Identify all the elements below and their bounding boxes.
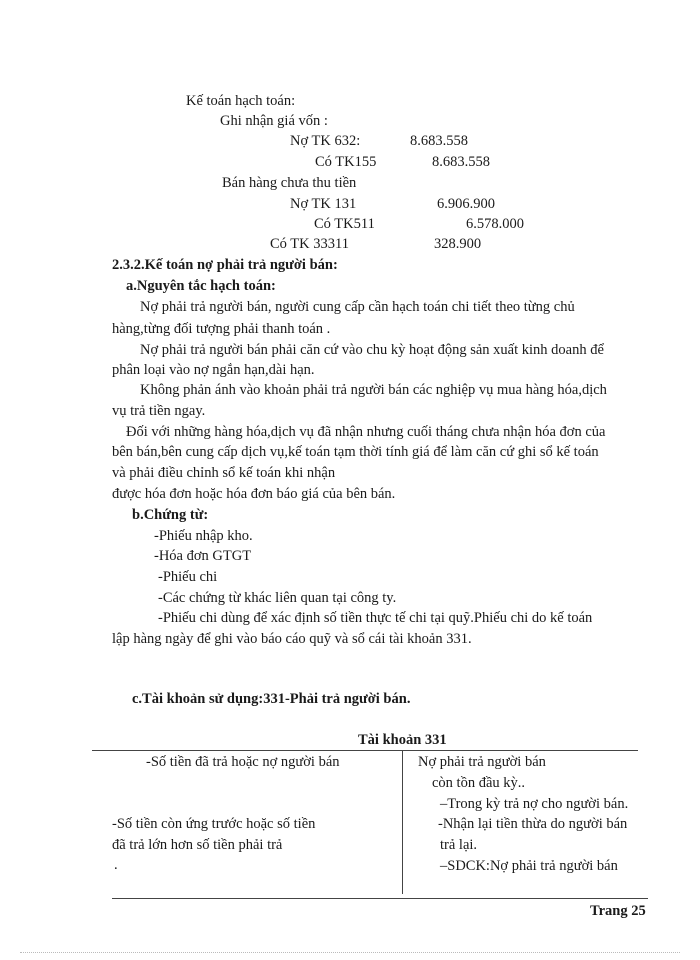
t-account-credit-5: trả lại. — [440, 837, 478, 853]
document-item-1: -Phiếu nhập kho. — [154, 528, 253, 544]
documents-heading: b.Chứng từ: — [132, 507, 209, 523]
page-bottom-dotted-rule — [20, 952, 680, 953]
footer-rule — [112, 898, 648, 899]
t-account-credit-4: -Nhận lại tiền thừa do người bán — [438, 816, 628, 832]
t-account-credit-1: Nợ phải trả người bán — [418, 754, 546, 770]
paragraph-3-line-1: Không phản ánh vào khoản phải trả người bán các nghiệp vụ mua hàng hóa,dịch — [140, 382, 607, 398]
paragraph-1-line-2: hàng,từng đối tượng phải thanh toán . — [112, 321, 331, 337]
principles-heading: a.Nguyên tắc hạch toán: — [126, 278, 276, 294]
sale-debit-account: Nợ TK 131 — [290, 196, 357, 212]
t-account-debit-1: -Số tiền đã trả hoặc nợ người bán — [146, 754, 340, 770]
entries-intro: Kế toán hạch toán: — [186, 93, 296, 109]
sale-debit-amount: 6.906.900 — [437, 196, 495, 212]
document-item-3: -Phiếu chi — [158, 569, 218, 585]
cogs-debit-account: Nợ TK 632: — [290, 133, 361, 149]
cogs-debit-amount: 8.683.558 — [410, 133, 468, 149]
paragraph-4-line-4: được hóa đơn hoặc hóa đơn báo giá của bên bán. — [112, 486, 396, 502]
t-account-credit-6: –SDCK:Nợ phải trả người bán — [440, 858, 618, 874]
document-item-2: -Hóa đơn GTGT — [154, 548, 252, 564]
paragraph-4-line-1: Đối với những hàng hóa,dịch vụ đã nhận nhưng cuối tháng chưa nhận hóa đơn của — [126, 424, 606, 440]
section-heading: 2.3.2.Kế toán nợ phải trả người bán: — [112, 257, 338, 273]
paragraph-2-line-2: phân loại vào nợ ngắn hạn,dài hạn. — [112, 362, 315, 378]
sale-credit1-account: Có TK511 — [314, 216, 375, 232]
sale-credit1-amount: 6.578.000 — [466, 216, 524, 232]
cogs-credit-account: Có TK155 — [315, 154, 377, 170]
paragraph-4-line-2: bên bán,bên cung cấp dịch vụ,kế toán tạm thời tính giá để làm căn cứ ghi sổ kế toán — [112, 444, 599, 460]
t-account-credit-3: –Trong kỳ trả nợ cho người bán. — [440, 796, 629, 812]
paragraph-3-line-2: vụ trả tiền ngay. — [112, 403, 206, 419]
account-heading: c.Tài khoản sử dụng:331-Phải trả người bán. — [132, 691, 411, 707]
t-account-credit-2: còn tồn đầu kỳ.. — [432, 775, 526, 791]
t-account-divider — [402, 751, 403, 894]
paragraph-4-line-3: và phải điều chỉnh sổ kế toán khi nhận — [112, 465, 336, 481]
t-account-title: Tài khoản 331 — [358, 732, 447, 748]
sale-title: Bán hàng chưa thu tiền — [222, 175, 357, 191]
document-item-4: -Các chứng từ khác liên quan tại công ty. — [158, 590, 397, 606]
cogs-title: Ghi nhận giá vốn : — [220, 113, 328, 129]
sale-credit2-amount: 328.900 — [434, 236, 482, 252]
paragraph-2-line-1: Nợ phải trả người bán phải căn cứ vào chu kỳ hoạt động sản xuất kinh doanh để — [140, 342, 604, 358]
t-account-debit-3: đã trả lớn hơn số tiền phải trả — [112, 837, 283, 853]
document-item-5-line-2: lập hàng ngày để ghi vào báo cáo quỹ và sổ cái tài khoản 331. — [112, 631, 472, 647]
sale-credit2-account: Có TK 33311 — [270, 236, 349, 252]
document-item-5-line-1: -Phiếu chi dùng để xác định số tiền thực tế chi tại quỹ.Phiếu chi do kế toán — [158, 610, 593, 626]
t-account-debit-4: . — [114, 857, 118, 873]
cogs-credit-amount: 8.683.558 — [432, 154, 490, 170]
t-account-top-rule — [92, 750, 638, 751]
page-number: Trang 25 — [590, 903, 646, 919]
paragraph-1-line-1: Nợ phải trả người bán, người cung cấp cần hạch toán chi tiết theo từng chủ — [140, 299, 575, 315]
t-account-debit-2: -Số tiền còn ứng trước hoặc số tiền — [112, 816, 316, 832]
